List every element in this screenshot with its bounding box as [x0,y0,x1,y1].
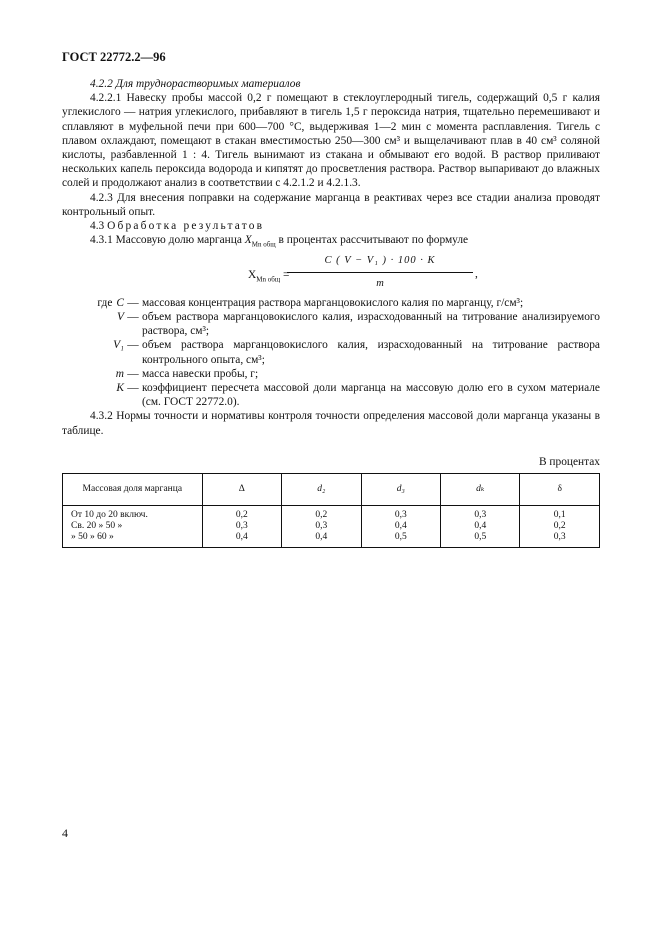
formula-lhs-subscript: Mn общ [256,275,281,283]
dk-value: 0,3 [474,509,487,520]
formula [62,254,600,296]
d2-value: 0,4 [315,531,328,542]
section-title: Обработка результатов [107,220,265,233]
definition-term [62,381,124,409]
paragraph-4-2-3: 4.2.3 Для внесения поправки на содержание марганца в реактивах через все стадии анализа проводят контрольный опыт. [62,191,600,218]
formula-fraction [287,254,473,291]
accuracy-table [62,473,600,548]
d2-value: 0,2 [315,509,328,520]
definition-symbol: C [116,296,124,309]
range-value: Св. 20 » 50 » [71,520,123,531]
definition-symbol: K [116,381,124,394]
header-mass-fraction: Массовая доля марганца [63,473,203,505]
definition-term [62,338,124,366]
d3-value: 0,3 [394,509,407,520]
definition-text: массовая концентрация раствора марганцовокислого калия по марганцу, г/см³; [142,296,524,309]
definition-prefix: где [97,296,113,309]
paragraph-4-3-1-tail: в процентах рассчитывают по формуле [275,234,469,247]
paragraph-4-3-2: 4.3.2 Нормы точности и нормативы контроля точности определения массовой доли марганца указаны в таблице. [62,410,600,437]
definition-term [62,367,124,381]
delta-cell [202,505,281,547]
section-heading-text: 4.2.2 Для труднорастворимых материалов [90,78,301,90]
definition-dash: — [127,381,139,394]
small-delta-value: 0,1 [553,509,566,520]
definition-text: объем раствора марганцовокислого калия, израсходованный на титрование анализируемого раствора, см³; [142,310,600,338]
definition-term [62,310,124,338]
header-delta: Δ [202,473,281,505]
definition-symbol: V [117,310,124,323]
paragraph-4-3-1 [62,233,600,251]
small-delta-value: 0,2 [553,520,566,531]
d3-cell [361,505,440,547]
delta-value: 0,2 [235,509,248,520]
definition-row [62,381,600,409]
page-number: 4 [62,826,68,840]
table-unit-note: В процентах [538,455,600,468]
d2-cell [282,505,361,547]
definition-dash: — [127,310,139,323]
formula-numerator: C ( V − V₁ ) · 100 · K [287,254,473,273]
delta-value: 0,3 [235,520,248,531]
definition-row [62,310,600,338]
table-header-row [63,473,600,505]
formula-denominator: m [376,277,384,289]
definition-text: коэффициент пересчета массовой доли марганца на массовую долю его в сухом материале (см. ГОСТ 22772.0). [142,381,600,409]
definition-symbol: m [115,367,124,380]
document-header: ГОСТ 22772.2—96 [62,50,166,64]
header-dk: dₖ [441,473,520,505]
formula-equals: = [283,268,290,281]
d3-value: 0,5 [394,531,407,542]
table-row [63,505,600,547]
definition-dash: — [127,367,139,380]
definition-dash: — [127,296,139,309]
range-cell [63,505,203,547]
paragraph-4-3-1-lead: 4.3.1 Массовую долю марганца [90,234,245,247]
d2-value: 0,3 [315,520,328,531]
formula-lhs [248,268,289,286]
dk-value: 0,4 [474,520,487,531]
paragraph-4-2-2-1: 4.2.2.1 Навеску пробы массой 0,2 г помещают в стеклоуглеродный тигель, содержащий 0,5 г калия углекислого — натрия углекислого, прибавляют в тигель 1,5 г пероксида натрия, тщательно перемешивают и сплавляют в муфельной печи при 600—700 °С, выдерживая 1—2 мин с момента расплавления. Тигель с плавом охлаждают, помещают в стакан вместимостью 250—300 см³ и выщелачивают плав в 40 см³ соляной кислоты, разбавленной 1 : 4. Тигель вынимают из стакана и обмывают его водой. В раствор приливают нескольких капель пероксида водорода и кипятят до просветления раствора. Раствор выпаривают до влажных солей и продолжают анализ в соответствии с 4.2.1.2 и 4.2.1.3. [62,92,600,190]
definition-dash: — [127,339,139,352]
section-number: 4.3 [90,220,105,233]
header-d2: d₂ [282,473,361,505]
dk-cell [441,505,520,547]
section-heading-4-2-2 [62,77,600,91]
symbol-x: X [244,234,252,247]
delta-value: 0,4 [235,531,248,542]
definition-text: объем раствора марганцовокислого калия, израсходованный на титрование раствора контрольного опыта, см³; [142,339,600,366]
small-delta-cell [520,505,600,547]
formula-comma: , [475,267,478,280]
definitions-list [62,296,600,410]
section-heading-4-3 [62,219,600,233]
definition-row [62,338,600,366]
range-value: » 50 » 60 » [71,531,114,542]
formula-lhs-symbol: X [248,268,257,281]
header-d3: d₃ [361,473,440,505]
definition-text: масса навески пробы, г; [142,367,259,380]
definition-term [62,296,124,310]
header-small-delta: δ [520,473,600,505]
document-body [62,77,600,548]
d3-value: 0,4 [394,520,407,531]
dk-value: 0,5 [474,531,487,542]
symbol-subscript: Mn общ [251,240,276,249]
definition-row [62,367,600,381]
definition-symbol: V₁ [113,339,124,352]
definition-row [62,296,600,310]
range-value: От 10 до 20 включ. [71,509,148,520]
small-delta-value: 0,3 [553,531,566,542]
